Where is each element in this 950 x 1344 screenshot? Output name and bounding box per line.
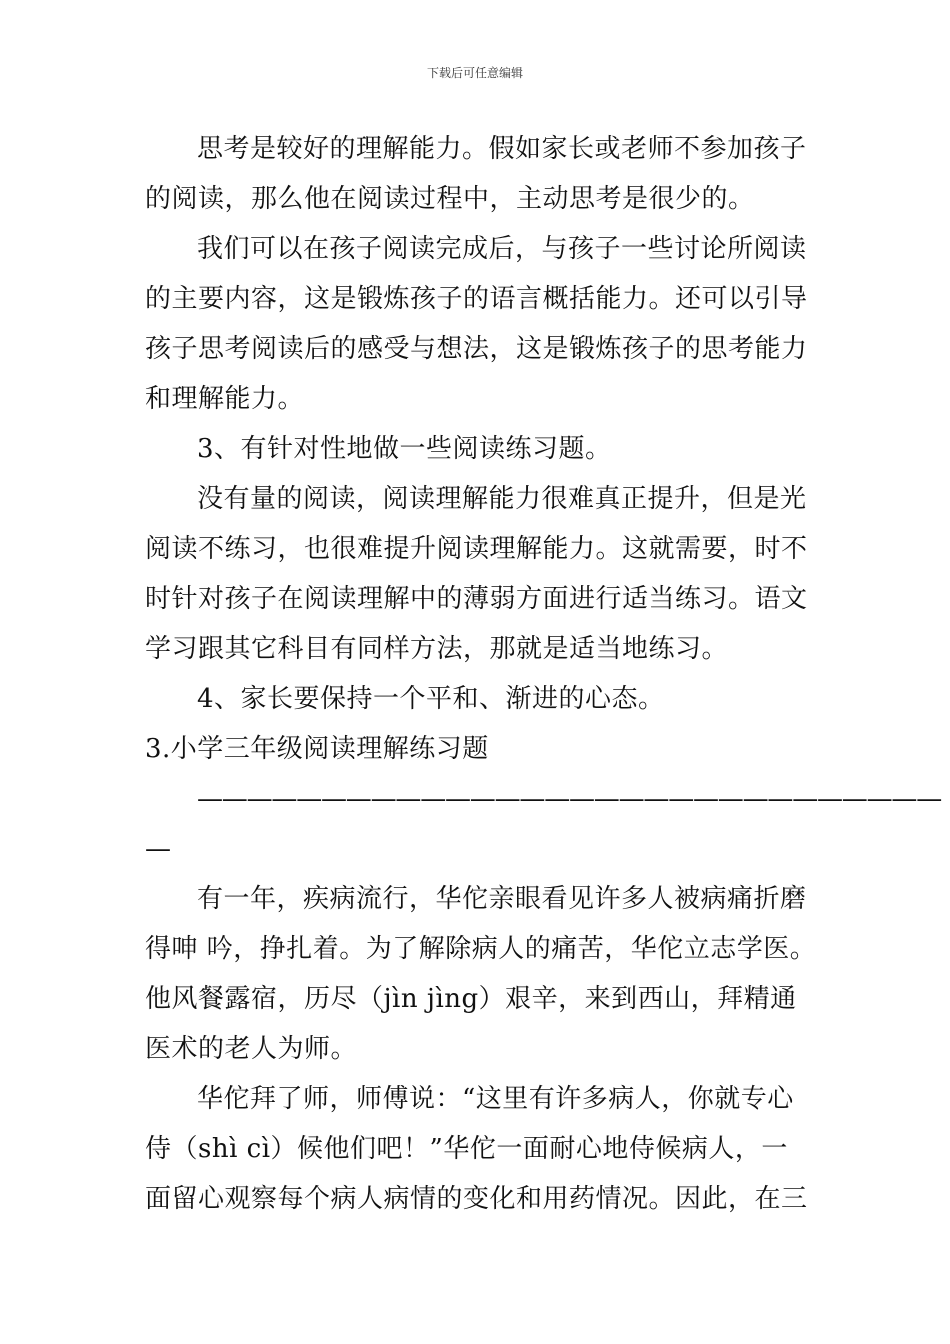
body-line: 学习跟其它科目有同样方法，那就是适当地练习。: [145, 634, 729, 664]
separator-dash-end: —: [145, 834, 172, 864]
body-line: 华佗拜了师，师傅说：“这里有许多病人，你就专心: [197, 1084, 794, 1114]
page-header-note: 下载后可任意编辑: [426, 66, 523, 80]
body-line: 和理解能力。: [145, 384, 305, 414]
body-line: 没有量的阅读，阅读理解能力很难真正提升，但是光: [197, 484, 807, 514]
section-title: 3.小学三年级阅读理解练习题: [145, 734, 489, 764]
body-line: 时针对孩子在阅读理解中的薄弱方面进行适当练习。语文: [145, 584, 808, 614]
body-line: 侍（shì cì）候他们吧！”华佗一面耐心地侍候病人，一: [145, 1134, 788, 1164]
body-line: 思考是较好的理解能力。假如家长或老师不参加孩子: [197, 134, 807, 164]
body-line: 面留心观察每个病人病情的变化和用药情况。因此，在三: [145, 1184, 808, 1214]
separator-dashes: ——————————————————————————————: [197, 784, 942, 814]
body-line: 得呻 吟，挣扎着。为了解除病人的痛苦，华佗立志学医。: [145, 934, 817, 964]
body-line: 他风餐露宿，历尽（jìn jìng）艰辛，来到西山，拜精通: [145, 984, 797, 1014]
body-line: 的主要内容，这是锻炼孩子的语言概括能力。还可以引导: [145, 284, 808, 314]
list-item-heading: 4、家长要保持一个平和、渐进的心态。: [197, 684, 665, 714]
body-line: 阅读不练习，也很难提升阅读理解能力。这就需要，时不: [145, 534, 808, 564]
body-line: 有一年，疾病流行，华佗亲眼看见许多人被病痛折磨: [197, 884, 807, 914]
body-line: 的阅读，那么他在阅读过程中，主动思考是很少的。: [145, 184, 755, 214]
list-item-heading: 3、有针对性地做一些阅读练习题。: [197, 434, 612, 464]
body-line: 孩子思考阅读后的感受与想法，这是锻炼孩子的思考能力: [145, 334, 808, 364]
body-line: 我们可以在孩子阅读完成后，与孩子一些讨论所阅读: [197, 234, 807, 264]
body-line: 医术的老人为师。: [145, 1034, 358, 1064]
